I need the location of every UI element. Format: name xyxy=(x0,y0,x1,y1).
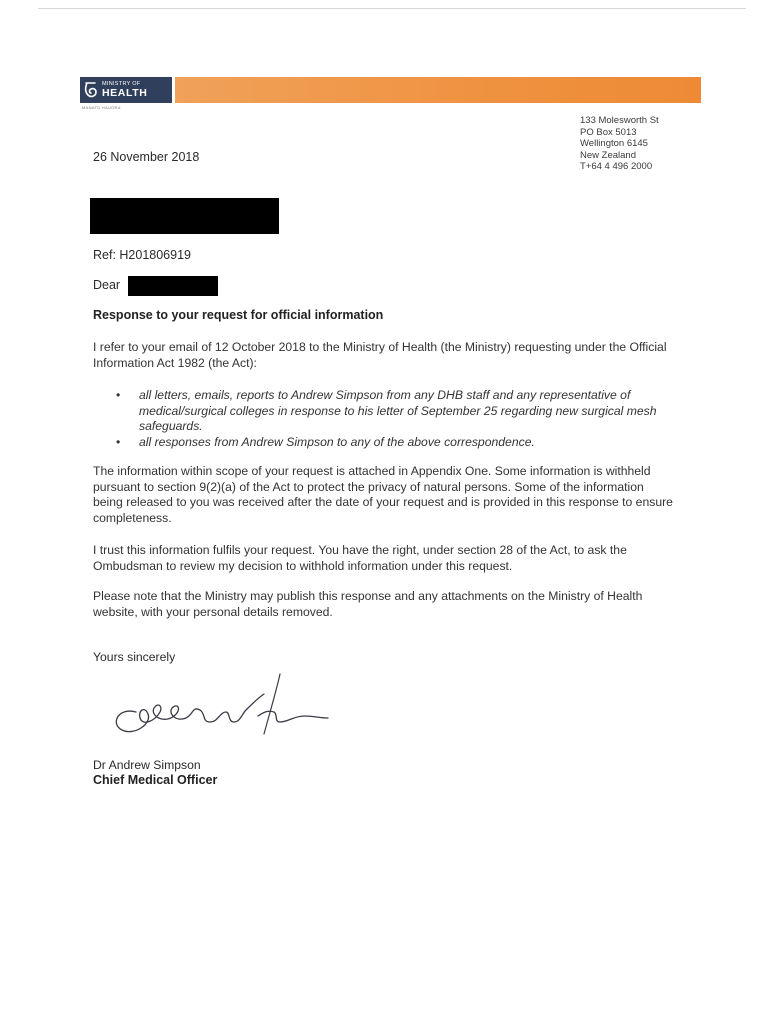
logo-subtitle: MANATŪ HAUORA xyxy=(82,105,121,110)
signer-title: Chief Medical Officer xyxy=(93,773,218,787)
list-item-text: all responses from Andrew Simpson to any of the above correspondence. xyxy=(139,434,535,449)
logo-line1: MINISTRY OF xyxy=(102,80,141,87)
address-line: New Zealand xyxy=(580,149,636,161)
address-line: 133 Molesworth St xyxy=(580,115,659,126)
salutation: Dear xyxy=(93,278,121,292)
scan-edge-line xyxy=(38,8,746,9)
closing-line: Yours sincerely xyxy=(93,650,176,664)
bullet-icon: • xyxy=(116,434,121,449)
reference-number: Ref: H201806919 xyxy=(93,248,191,262)
request-items-list xyxy=(116,388,676,450)
list-item-text: all letters, emails, reports to Andrew Simpson from any DHB staff and any representative of medical/surgical colleges in response to his letter of September 25 regarding new surgical mesh safeguards. xyxy=(139,388,657,433)
address-line: T+64 4 496 2000 xyxy=(580,161,653,172)
letter-subject: Response to your request for official information xyxy=(93,308,384,322)
signer-name: Dr Andrew Simpson xyxy=(93,758,201,772)
redacted-addressee-block xyxy=(90,198,279,234)
paragraph-scope: The information within scope of your request is attached in Appendix One. Some information is withheld pursuant to section 9(2)(a) of the Act to protect the privacy of natural persons. Some of the information being released to you was received after the date of your request and is provided in this response to ensure completeness. xyxy=(93,464,673,525)
redacted-recipient-name xyxy=(128,276,218,296)
address-line: PO Box 5013 xyxy=(580,126,637,138)
list-item xyxy=(116,388,676,435)
paragraph-ombudsman: I trust this information fulfils your request. You have the right, under section 28 of the Act, to ask the Ombudsman to review my decision to withhold information under this request. xyxy=(93,543,627,573)
logo-line2: HEALTH xyxy=(102,87,148,99)
letterhead-band xyxy=(175,77,701,103)
sender-address xyxy=(580,115,659,173)
letter-date: 26 November 2018 xyxy=(93,150,200,164)
paragraph-publication: Please note that the Ministry may publish this response and any attachments on the Ministry of Health website, with your personal details removed. xyxy=(93,589,643,619)
address-line: Wellington 6145 xyxy=(580,138,648,149)
handwritten-signature xyxy=(108,672,348,752)
list-item xyxy=(116,435,676,451)
paragraph-request: I refer to your email of 12 October 2018 to the Ministry of Health (the Ministry) requesting under the Official Information Act 1982 (the Act): xyxy=(93,340,667,370)
bullet-icon: • xyxy=(116,388,121,402)
ministry-logo xyxy=(80,77,172,103)
koru-logo-icon xyxy=(80,77,102,103)
